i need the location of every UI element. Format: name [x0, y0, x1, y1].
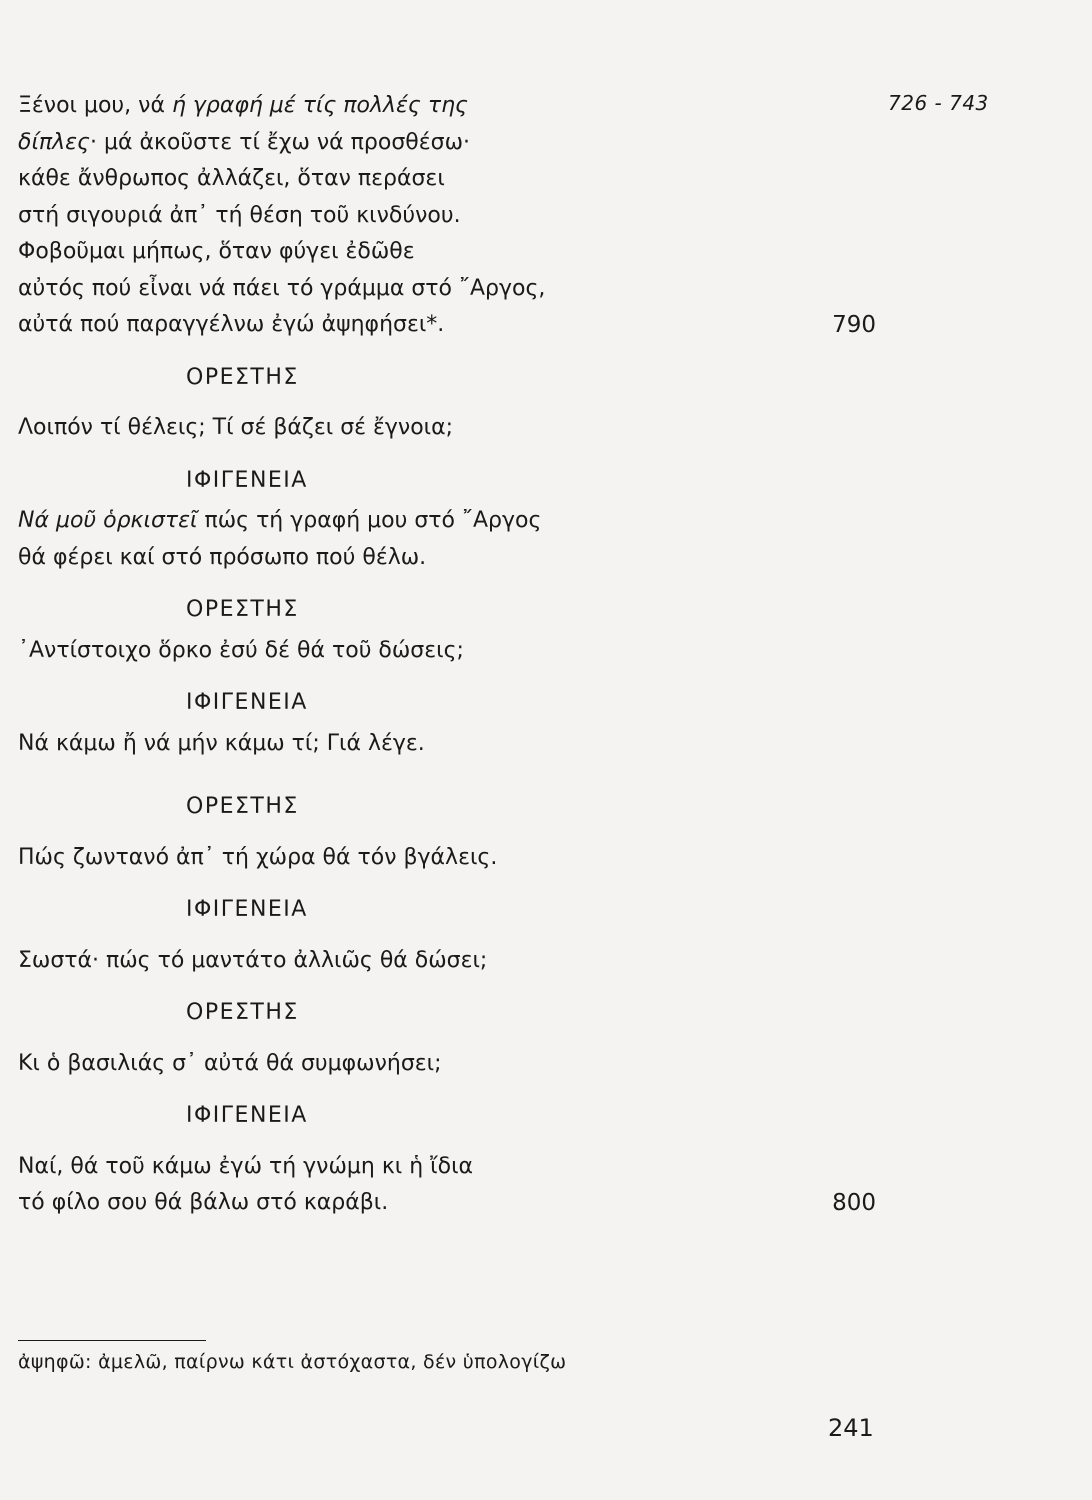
verse-line: [18, 88, 888, 125]
verse-line: θά φέρει καί στό πρόσωπο πού θέλω.: [18, 544, 427, 570]
verse-number: 800: [832, 1190, 876, 1216]
speaker-name: ΙΦΙΓΕΝΕΙΑ: [186, 1103, 308, 1128]
verse-line: Νά κάμω ἤ νά μήν κάμω τί; Γιά λέγε.: [18, 730, 425, 756]
line-range-reference: 726 - 743: [888, 91, 989, 115]
verse-italic-span: δίπλες: [18, 129, 90, 155]
verse-line: Σωστά· πώς τό μαντάτο ἀλλιῶς θά δώσει;: [18, 947, 488, 973]
speaker-name: ΟΡΕΣΤΗΣ: [186, 794, 299, 819]
verse-text-span: Ξένοι μου, νά: [18, 93, 172, 118]
verse-line: [18, 125, 888, 162]
page-number: 241: [828, 1414, 874, 1442]
verse-italic-span: ή γραφή μέ τίς πολλές της: [171, 93, 468, 118]
verse-line: Κι ὁ βασιλιάς σ᾽ αὐτά θά συμφωνήσει;: [18, 1050, 442, 1076]
verse-text-span: αὐτά πού παραγγέλνω ἐγώ ἀψηφήσει*.: [18, 312, 445, 337]
footnote: ἀψηφῶ: ἀμελῶ, παίρνω κάτι ἀστόχαστα, δέν ὑπολογίζω: [18, 1351, 567, 1373]
speaker-name: ΟΡΕΣΤΗΣ: [186, 1000, 299, 1025]
speaker-name: ΟΡΕΣΤΗΣ: [186, 364, 299, 390]
verse-italic-span: Νά μοῦ ὁρκιστεῖ: [18, 508, 198, 533]
footnote-divider: [18, 1340, 206, 1341]
verse-line: [18, 307, 888, 344]
verse-text-span: πώς τή γραφή μου στό ῎Αργος: [197, 508, 542, 533]
verse-text-span: τό φίλο σου θά βάλω στό καράβι.: [18, 1190, 389, 1215]
verse-line: [18, 1185, 888, 1222]
verse-line: Φοβοῦμαι μήπως, ὅταν φύγει ἐδῶθε: [18, 239, 415, 264]
speaker-name: ΙΦΙΓΕΝΕΙΑ: [186, 690, 308, 715]
verse-line: Ναί, θά τοῦ κάμω ἐγώ τή γνώμη κι ἡ ἴδια: [18, 1153, 474, 1179]
verse-line: [18, 503, 888, 540]
verse-line: κάθε ἄνθρωπος ἀλλάζει, ὅταν περάσει: [18, 166, 445, 191]
verse-line: Πώς ζωντανό ἀπ᾽ τή χώρα θά τόν βγάλεις.: [18, 844, 498, 870]
verse-line: ᾽Αντίστοιχο ὅρκο ἐσύ δέ θά τοῦ δώσεις;: [18, 637, 464, 663]
verse-line: στή σιγουριά ἀπ᾽ τή θέση τοῦ κινδύνου.: [18, 202, 461, 228]
verse-text-span: · μά ἀκοῦστε τί ἔχω νά προσθέσω·: [89, 129, 470, 155]
speaker-name: ΙΦΙΓΕΝΕΙΑ: [186, 897, 308, 922]
verse-number: 790: [832, 312, 876, 338]
speaker-name: ΙΦΙΓΕΝΕΙΑ: [186, 467, 308, 493]
verse-text: [18, 88, 888, 1222]
verse-line: Λοιπόν τί θέλεις; Τί σέ βάζει σέ ἔγνοια;: [18, 415, 454, 440]
verse-line: αὐτός πού εἶναι νά πάει τό γράμμα στό ῎Αργος,: [18, 275, 546, 301]
speaker-name: ΟΡΕΣΤΗΣ: [186, 597, 299, 622]
